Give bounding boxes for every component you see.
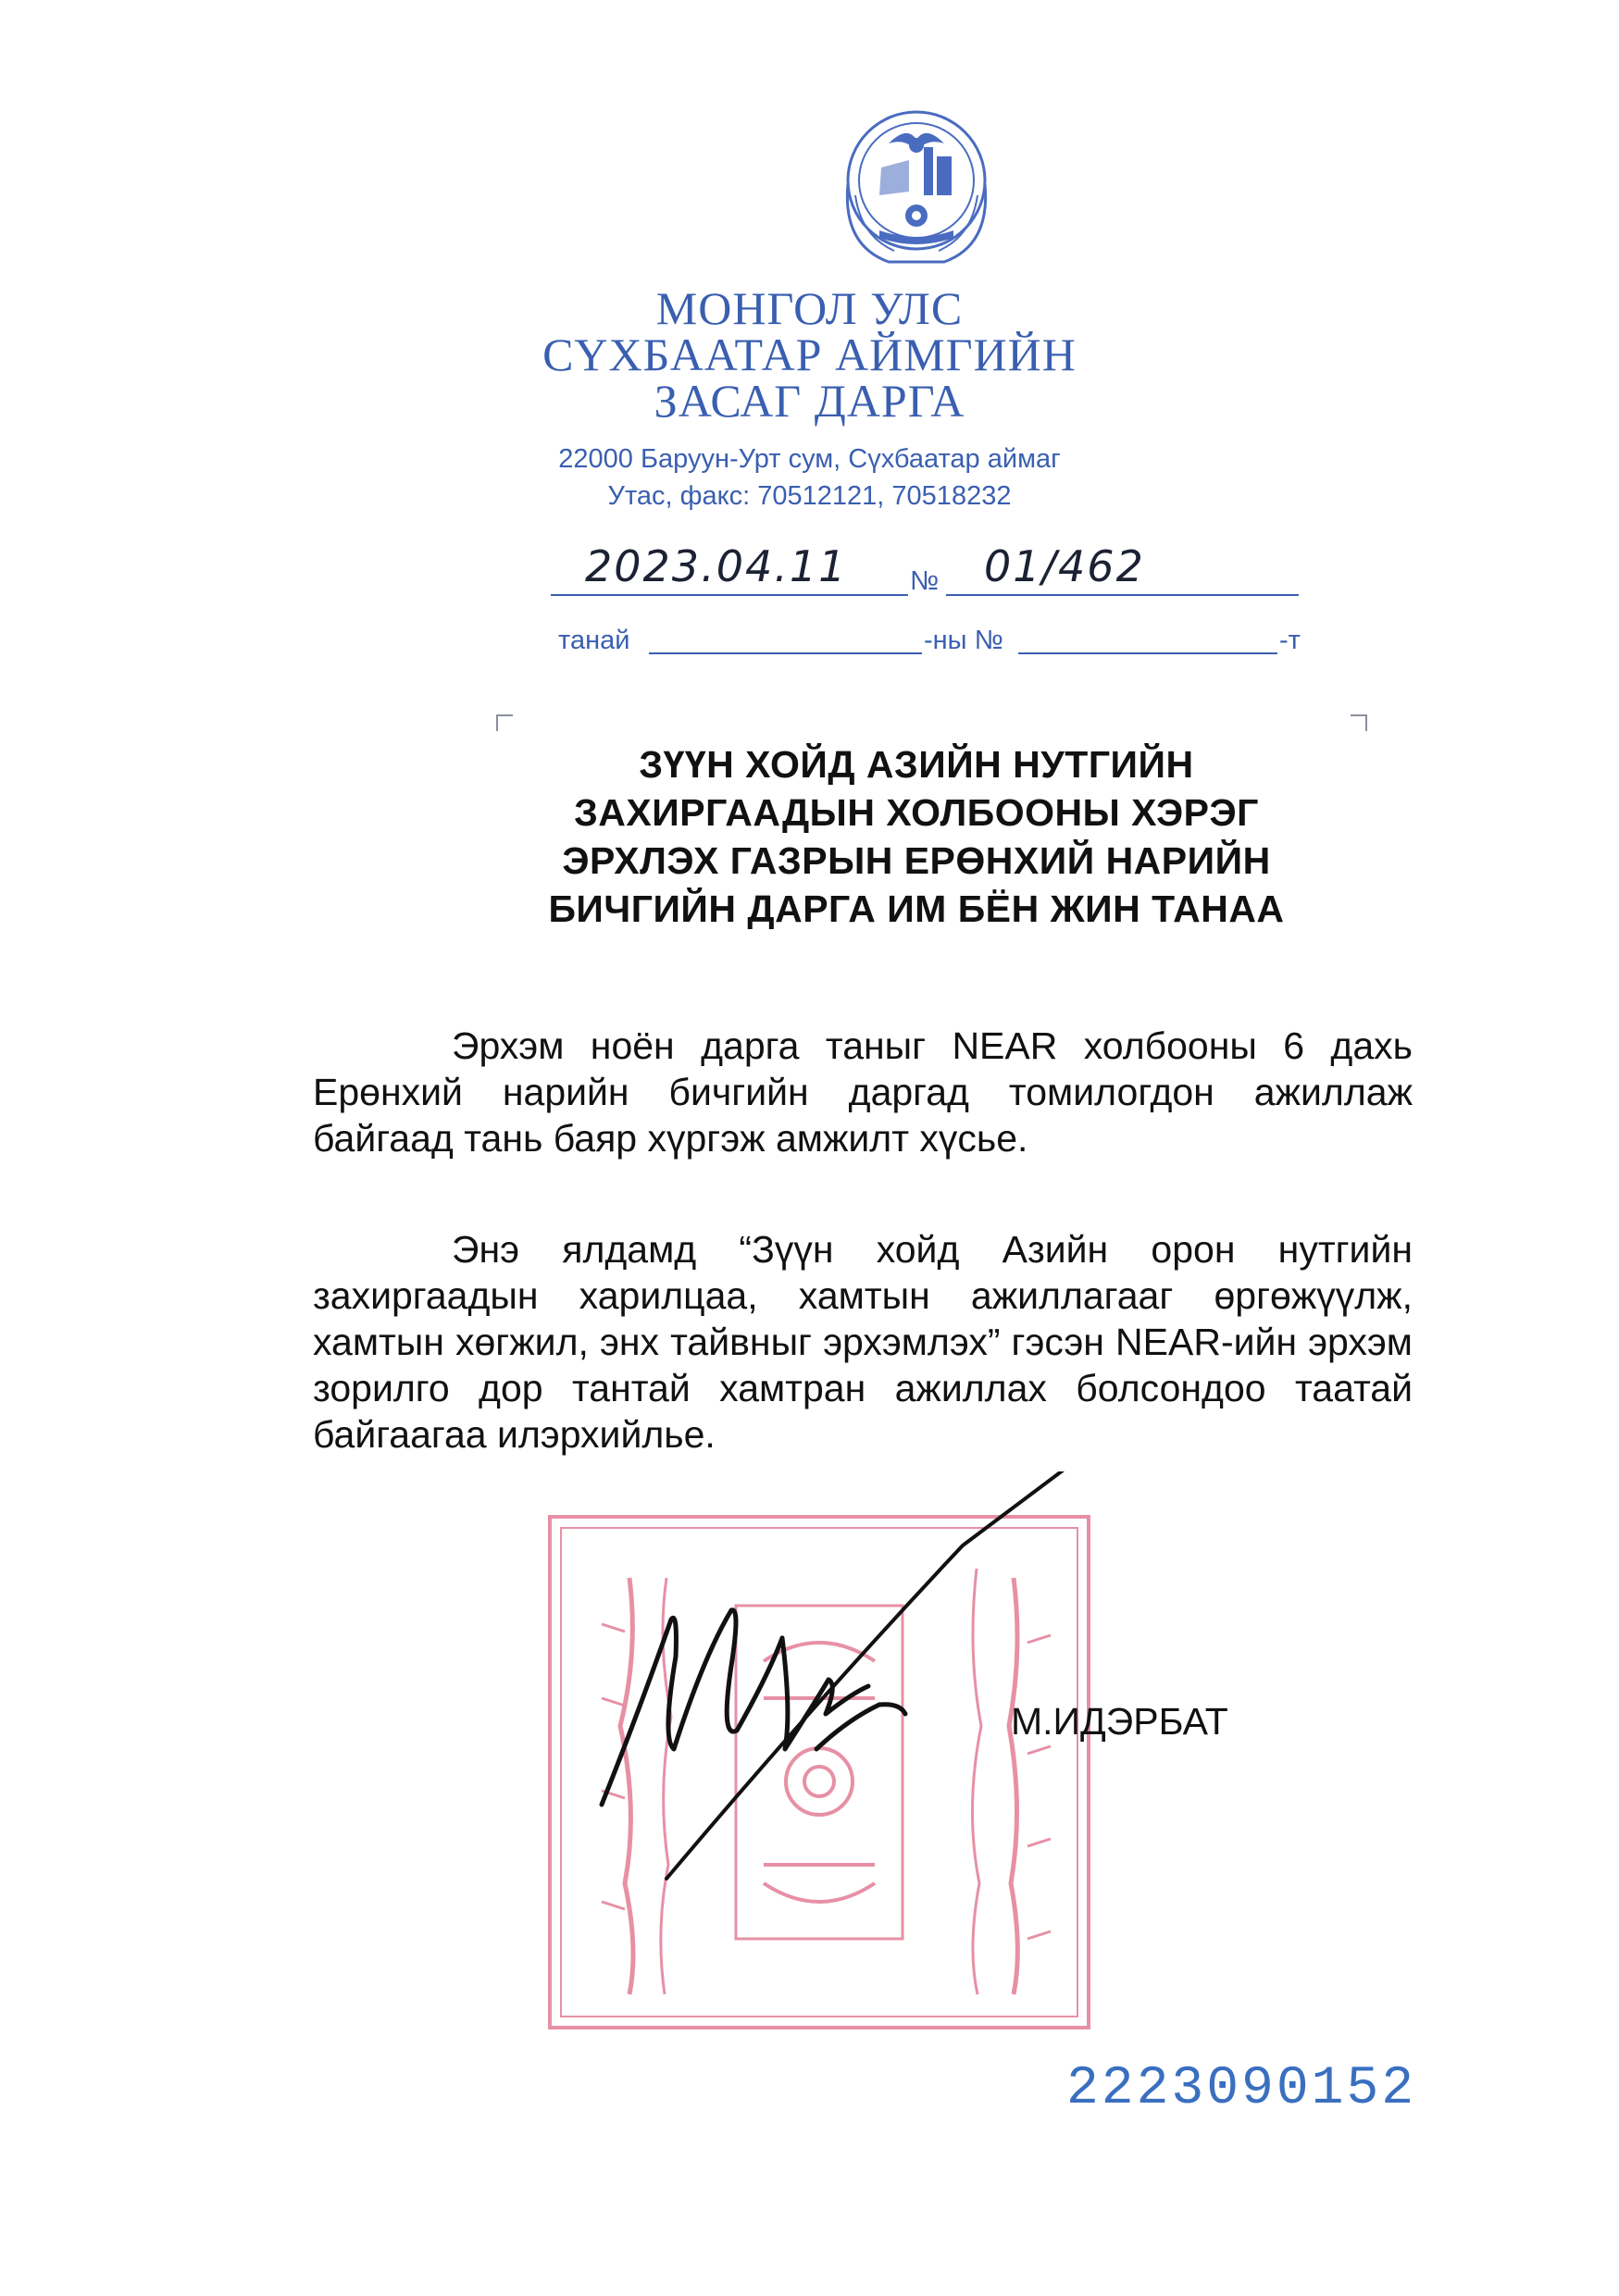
body-paragraph-2 — [313, 1226, 1413, 1458]
state-emblem-icon — [824, 106, 1009, 271]
org-name-line-3: ЗАСАГ ДАРГА — [654, 375, 965, 427]
reply-label-t: -т — [1279, 626, 1301, 655]
body-paragraph-2-text: Энэ ялдамд “Зүүн хойд Азийн орон нутгийн захиргаадын харилцаа, хамтын ажиллагааг өргөжүүлж, хамтын хөгжил, энх тайвныг эрхэмлэх” гэсэн NEAR-ийн эрхэм зорилго дор тантай хамтран ажиллах болсондоо таатай байгаагаа илэрхийлье. — [313, 1228, 1413, 1456]
reply-label-tanai: танай — [558, 626, 630, 655]
number-label: № — [910, 566, 940, 596]
recipient-line-2: ЗАХИРГААДЫН ХОЛБООНЫ ХЭРЭГ — [574, 791, 1259, 834]
org-name-line-1: МОНГОЛ УЛС — [655, 282, 964, 334]
body-paragraph-1-text: Эрхэм ноён дарга таныг NEAR холбооны 6 дахь Ерөнхий нарийн бичгийн даргад томилогдон ажиллаж байгаад тань баяр хүргэж амжилт хүсье. — [313, 1024, 1413, 1160]
recipient-line-1: ЗҮҮН ХОЙД АЗИЙН НУТГИЙН — [639, 743, 1194, 786]
recipient-line-4: БИЧГИЙН ДАРГА ИМ БЁН ЖИН ТАНАА — [548, 887, 1285, 930]
recipient-line-3: ЭРХЛЭХ ГАЗРЫН ЕРӨНХИЙ НАРИЙН — [562, 839, 1271, 882]
address-line: 22000 Баруун-Урт сум, Сүхбаатар аймаг — [558, 444, 1061, 474]
reply-number-underline — [1018, 652, 1277, 654]
org-name-line-2: СҮХБААТАР АЙМГИЙН — [542, 329, 1077, 380]
body-paragraph-1 — [313, 1023, 1413, 1161]
phone-fax-line: Утас, факс: 70512121, 70518232 — [607, 481, 1012, 511]
number-underline — [946, 594, 1299, 596]
reply-date-underline — [649, 652, 922, 654]
date-underline — [551, 594, 908, 596]
address-corner-right — [1351, 714, 1367, 731]
handwritten-document-number: 01/462 — [984, 541, 1145, 591]
handwritten-signature — [574, 1471, 1092, 1897]
reply-label-ny-no: -ны № — [924, 626, 1003, 655]
signer-name: М.ИДЭРБАТ — [1011, 1700, 1228, 1743]
address-corner-left — [496, 714, 513, 731]
handwritten-date: 2023.04.11 — [585, 541, 848, 591]
registration-number: 2223090152 — [1066, 2059, 1417, 2119]
